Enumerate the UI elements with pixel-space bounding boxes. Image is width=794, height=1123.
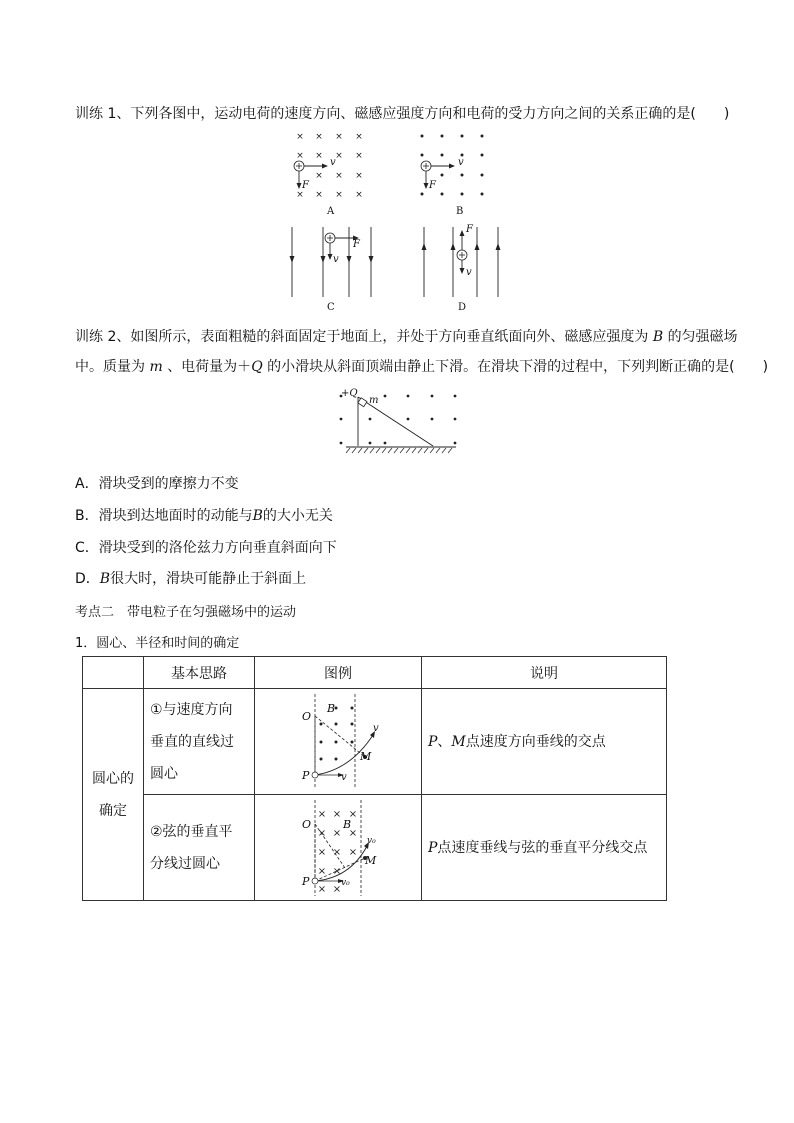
svg-text:×: ×: [315, 190, 323, 200]
svg-text:×: ×: [317, 883, 327, 895]
figure-1-diagram: [255, 690, 421, 794]
table-header-row: [83, 657, 667, 689]
table-row-header: 圆心的 确定: [83, 689, 144, 901]
svg-text:×: ×: [296, 151, 304, 161]
velocity-label: v: [458, 157, 464, 168]
velocity-label: v: [341, 771, 347, 783]
svg-text:×: ×: [315, 151, 323, 161]
explanation-1: P、M点速度方向垂线的交点: [422, 689, 667, 795]
method-2-cell: ②弦的垂直平 分线过圆心: [144, 795, 255, 901]
question-2-line-2: 中。质量为 m 、电荷量为＋Q 的小滑块从斜面顶端由静止下滑。在滑块下滑的过程中，下列判断正确的是( ): [75, 359, 769, 375]
charge-label: +Q: [341, 388, 358, 399]
table-header-cell: 基本思路: [144, 657, 255, 689]
svg-text:×: ×: [317, 827, 327, 839]
svg-text:×: ×: [315, 132, 323, 142]
velocity-label: v: [373, 722, 379, 734]
velocity-label: v: [466, 267, 472, 278]
table-header-cell: 说明: [422, 657, 667, 689]
figure-c-diagram: [285, 225, 385, 317]
point-o-label: O: [302, 709, 312, 723]
svg-text:×: ×: [355, 171, 363, 181]
point-p-label: P: [302, 768, 310, 782]
figure-d: [416, 225, 516, 317]
svg-text:×: ×: [355, 132, 363, 142]
svg-text:×: ×: [348, 846, 358, 858]
explanation-2: P点速度垂线与弦的垂直平分线交点: [422, 795, 667, 901]
table-header-cell: 图例: [255, 657, 422, 689]
svg-text:×: ×: [332, 865, 342, 877]
mass-label: m: [369, 395, 379, 406]
option-label-b: B: [456, 206, 464, 217]
svg-text:×: ×: [332, 827, 342, 839]
option-b: B．滑块到达地面时的动能与B的大小无关: [75, 508, 333, 524]
field-b-label: B: [327, 701, 336, 715]
figure-2: [255, 796, 421, 900]
force-label: F: [429, 180, 436, 191]
svg-text:×: ×: [335, 132, 343, 142]
svg-text:×: ×: [348, 808, 358, 820]
velocity-label: v: [330, 157, 336, 168]
point-o-label: O: [302, 817, 312, 831]
figure-c: [285, 225, 385, 317]
svg-text:×: ×: [332, 846, 342, 858]
option-label-c: C: [327, 302, 335, 313]
svg-text:×: ×: [317, 865, 327, 877]
point-m-label: M: [365, 853, 377, 867]
point-p-label: P: [302, 874, 310, 888]
velocity-v0-label: v₀: [341, 877, 350, 888]
force-label: F: [353, 239, 360, 250]
field-b-label: B: [343, 817, 352, 831]
table-row: [83, 795, 667, 901]
table-header-empty: [83, 657, 144, 689]
force-label: F: [302, 180, 309, 191]
question-2-line-1: 训练 2、如图所示，表面粗糙的斜面固定于地面上，并处于方向垂直纸面向外、磁感应强度为 B 的匀强磁场: [75, 329, 738, 345]
svg-text:×: ×: [335, 190, 343, 200]
figure-2-diagram: [255, 796, 421, 900]
velocity-label: v: [333, 254, 339, 265]
figure-b: [412, 128, 502, 223]
table-row: [83, 689, 667, 795]
svg-text:×: ×: [332, 883, 342, 895]
force-label: F: [466, 224, 473, 235]
method-table: [82, 656, 667, 901]
option-a: A．滑块受到的摩擦力不变: [75, 476, 239, 492]
svg-text:×: ×: [332, 808, 342, 820]
velocity-v0-label: v₀: [367, 835, 376, 846]
section-title: 考点二 带电粒子在匀强磁场中的运动: [75, 605, 297, 620]
option-d: D．B很大时，滑块可能静止于斜面上: [75, 571, 307, 587]
svg-text:×: ×: [317, 808, 327, 820]
option-label-a: A: [327, 206, 335, 217]
svg-text:×: ×: [296, 190, 304, 200]
svg-text:×: ×: [335, 151, 343, 161]
option-c: C．滑块受到的洛伦兹力方向垂直斜面向下: [75, 540, 337, 556]
svg-text:×: ×: [355, 151, 363, 161]
figure-1: [255, 690, 421, 794]
figure-a: [288, 128, 378, 223]
svg-text:×: ×: [355, 190, 363, 200]
svg-text:×: ×: [296, 132, 304, 142]
incline-figure: [336, 385, 466, 460]
svg-text:×: ×: [315, 171, 323, 181]
figure-cell-2: [255, 795, 422, 901]
figure-cell-1: [255, 689, 422, 795]
option-label-d: D: [458, 302, 467, 313]
svg-text:×: ×: [317, 846, 327, 858]
svg-text:×: ×: [335, 171, 343, 181]
point-m-label: M: [360, 749, 372, 763]
svg-text:×: ×: [348, 827, 358, 839]
method-1-cell: ①与速度方向 垂直的直线过 圆心: [144, 689, 255, 795]
section-subtitle: 1．圆心、半径和时间的确定: [75, 636, 240, 651]
question-1-text: 训练 1、下列各图中，运动电荷的速度方向、磁感应强度方向和电荷的受力方向之间的关系正确的是( ): [75, 106, 730, 122]
